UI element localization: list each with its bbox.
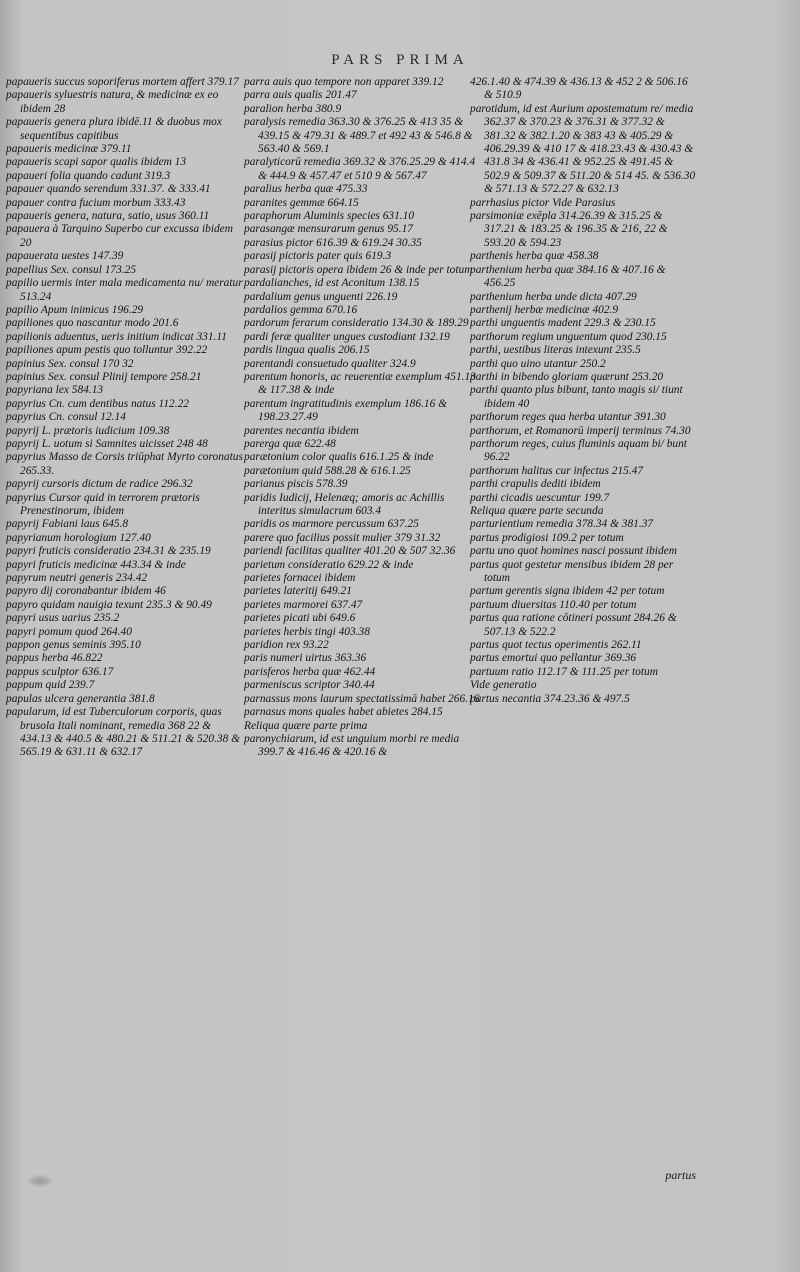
index-entry: Reliqua quære parte secunda — [470, 505, 604, 517]
index-entry: parturientium remedia 378.34 & 381.37 — [470, 518, 654, 531]
index-entry: parentum honoris, ac reuerentiæ exemplum 451.13 & 117.38 & inde — [244, 370, 476, 397]
index-entry: parthenium herba quæ 384.16 & 407.16 & 456.25 — [470, 263, 666, 290]
index-entry: papauera à Tarquino Superbo cur excussa ibidem 20 — [6, 223, 233, 249]
index-entry: pardalianches, id est Aconitum 138.15 — [244, 277, 420, 290]
index-entry: paris numeri uirtus 363.36 — [244, 652, 367, 665]
index-entry: papyri fruticis consideratio 234.31 & 235.19 — [6, 545, 211, 558]
index-entry: papyrius Masso de Corsis triūphat Myrto coronatus 265.33. — [6, 451, 243, 477]
index-entry: parthenium herba unde dicta 407.29 — [470, 290, 637, 303]
index-entry: parotidum, id est Aurium apostematum re/ media 362.37 & 370.23 & 376.31 & 377.32 & 381.32 & 382.1.20 & 383 43 & 405.29 & 406.29.39 & 410 17 & 418.23.43 & 430.43 & 431.8 34 & 436.41 & 952.25 & 491.45 & 502.9 & 509.37 & 511.20 & 514 45. & 536.30 & 571.13 & 572.27 & 632.13 — [470, 102, 696, 196]
index-entry: parnasus mons quales habet abietes 284.15 — [244, 706, 443, 719]
index-entry: papaueris genera, natura, satio, usus 360.11 — [6, 210, 210, 223]
index-entry: papyrij cursoris dictum de radice 296.32 — [6, 478, 193, 491]
index-entry: parietes lateritij 649.21 — [244, 585, 352, 598]
index-entry: partus quot tectus operimentis 262.11 — [470, 639, 642, 652]
index-entry: papyrum neutri generis 234.42 — [6, 572, 148, 585]
index-entry: partum gerentis signa ibidem 42 per totum — [470, 585, 665, 598]
index-entry: papaueris syluestris natura, & medicinæ ex eo ibidem 28 — [6, 89, 219, 115]
index-entry: pariendi facilitas qualiter 401.20 & 507 32.36 — [244, 545, 456, 558]
index-entry: parthi cicadis uescuntur 199.7 — [470, 491, 610, 504]
index-entry: paralysis remedia 363.30 & 376.25 & 413 35 & 439.15 & 479.31 & 489.7 et 492 43 & 546.8 & 563.40 & 569.1 — [244, 116, 473, 156]
index-entry: parthi, uestibus literas intexunt 235.5 — [470, 344, 641, 357]
index-entry: papellius Sex. consul 173.25 — [6, 263, 137, 276]
index-entry: papyriana lex 584.13 — [6, 384, 104, 397]
index-entry: papauer quando serendum 331.37. & 333.41 — [6, 183, 211, 196]
index-entry: pappon genus seminis 395.10 — [6, 639, 141, 652]
index-entry: papularum, id est Tuberculorum corporis, quas brusola Itali nominant, remedia 368 22 & 434.13 & 440.5 & 480.21 & 511.21 & 520.38 & 565.19 & 631.11 & 632.17 — [6, 706, 241, 759]
index-entry: Reliqua quære parte prima — [244, 719, 368, 732]
index-entry: papyrij L. uotum si Samnites uicisset 248 48 — [6, 437, 208, 450]
index-entry: parætonium color qualis 616.1.25 & inde — [244, 451, 434, 464]
index-entry: paronychiarum, id est unguium morbi re media 399.7 & 416.46 & 420.16 & — [244, 732, 460, 759]
index-entry: parra auis quo tempore non apparet 339.12 — [244, 76, 444, 88]
index-entry: parra auis qualis 201.47 — [244, 89, 357, 102]
index-entry: parthi unguentis madent 229.3 & 230.15 — [470, 317, 656, 330]
index-entry: pappus sculptor 636.17 — [6, 665, 114, 678]
index-entry: papinius Sex. consul 170 32 — [6, 357, 134, 370]
index-entry: parietes herbis tingi 403.38 — [244, 625, 370, 638]
index-column-middle — [244, 76, 482, 760]
index-entry: paranites gemmæ 664.15 — [244, 196, 359, 209]
ink-smudge — [26, 1174, 54, 1188]
index-entry: papaueri folia quando cadunt 319.3 — [6, 169, 171, 182]
index-entry: partuum ratio 112.17 & 111.25 per totum — [470, 665, 658, 678]
index-entry: papilionis aduentus, ueris initium indicat 331.11 — [6, 330, 227, 343]
index-entry: parasij pictoris pater quis 619.3 — [244, 250, 392, 263]
index-entry: papaueris genera plura ibidē.11 & duobus mox sequentibus capitibus — [6, 116, 222, 142]
index-entry: parerga quæ 622.48 — [244, 437, 336, 450]
index-entry: parthi in bibendo gloriam quærunt 253.20 — [470, 370, 664, 383]
index-entry: parmeniscus scriptor 340.44 — [244, 679, 375, 692]
index-entry: papilio Apum inimicus 196.29 — [6, 303, 144, 316]
index-entry: parthenij herbæ medicinæ 402.9 — [470, 303, 619, 316]
index-entry: parthorum reges, cuius fluminis aquam bi/ bunt 96.22 — [470, 437, 687, 464]
index-entry: parentandi consuetudo qualiter 324.9 — [244, 357, 416, 370]
index-entry: papyri pomum quod 264.40 — [6, 625, 132, 638]
index-entry: pardi feræ qualiter ungues custodiant 132.19 — [244, 330, 450, 343]
index-entry: parthi crapulis dediti ibidem — [470, 478, 601, 491]
index-entry: papyro quidam nauigia texunt 235.3 & 90.49 — [6, 598, 212, 611]
index-column-right — [470, 76, 696, 706]
index-entry: paralyticorū remedia 369.32 & 376.25.29 & 414.4 & 444.9 & 457.47 et 510 9 & 567.47 — [244, 156, 476, 182]
index-entry: papyrius Cn. cum dentibus natus 112.22 — [6, 397, 189, 410]
index-entry: pardalium genus unguenti 226.19 — [244, 290, 398, 303]
index-entry: papaueris succus soporiferus mortem affert 379.17 — [6, 76, 239, 88]
index-entry: partu uno quot homines nasci possunt ibidem — [470, 545, 677, 558]
index-entry: parietum consideratio 629.22 & inde — [244, 558, 414, 571]
index-entry: parsimoniæ exēpla 314.26.39 & 315.25 & 317.21 & 183.25 & 196.35 & 216, 22 & 593.20 & 594.23 — [470, 210, 668, 249]
index-entry: pardalios gemma 670.16 — [244, 303, 358, 316]
index-entry: papyro dij coronabantur ibidem 46 — [6, 585, 166, 598]
index-entry: papyrius Cursor quid in terrorem prætoris Prenestinorum, ibidem — [6, 491, 200, 517]
index-entry: partus emortui quo pellantur 369.36 — [470, 652, 637, 665]
index-entry: parentes necantia ibidem — [244, 424, 359, 437]
index-entry: pappus herba 46.822 — [6, 652, 103, 665]
index-entry: papyri fruticis medicinæ 443.34 & inde — [6, 558, 186, 571]
index-entry: parietes fornacei ibidem — [244, 572, 356, 585]
index-entry: paralion herba 380.9 — [244, 102, 342, 115]
index-entry: paridion rex 93.22 — [244, 639, 329, 652]
index-entry: parthorum reges qua herba utantur 391.30 — [470, 411, 666, 424]
index-entry: pappum quid 239.7 — [6, 679, 95, 692]
index-entry: parere quo facilius possit mulier 379 31.32 — [244, 531, 441, 544]
index-entry: parasangæ mensurarum genus 95.17 — [244, 223, 413, 236]
index-entry: parasius pictor 616.39 & 619.24 30.35 — [244, 236, 422, 249]
index-entry: parthi quanto plus bibunt, tanto magis si/ tiunt ibidem 40 — [470, 384, 683, 410]
index-entry: papilio uermis inter mala medicamenta nu/ meratur 513.24 — [6, 277, 243, 303]
index-entry: papyrianum horologium 127.40 — [6, 531, 151, 544]
index-entry: pardorum ferarum consideratio 134.30 & 189.29 — [244, 317, 469, 330]
index-entry: partuum diuersitas 110.40 per totum — [470, 598, 637, 611]
index-column-left — [6, 76, 244, 760]
index-entry: paralius herba quæ 475.33 — [244, 183, 368, 196]
index-entry: papiliones quo nascantur modo 201.6 — [6, 317, 179, 330]
index-entry: 426.1.40 & 474.39 & 436.13 & 452 2 & 506.16 & 510.9 — [470, 76, 688, 102]
index-entry: partus necantia 374.23.36 & 497.5 — [470, 692, 630, 705]
index-entry: paridis os marmore percussum 637.25 — [244, 518, 419, 531]
index-entry: paraphorum Aluminis species 631.10 — [244, 210, 415, 223]
index-entry: papauerata uestes 147.39 — [6, 250, 124, 263]
index-entry: partus qua ratione cōtineri possunt 284.26 & 507.13 & 522.2 — [470, 612, 677, 638]
index-entry: papaueris medicinæ 379.11 — [6, 143, 132, 156]
index-entry: papyrius Cn. consul 12.14 — [6, 411, 126, 424]
index-entry: papinius Sex. consul Plinij tempore 258.21 — [6, 370, 202, 383]
catchword: partus — [665, 1168, 696, 1182]
index-entry: parasij pictoris opera ibidem 26 & inde per totum — [244, 263, 473, 276]
index-entry: parisferos herba quæ 462.44 — [244, 665, 376, 678]
index-entry: paridis Iudicij, Helenæq; amoris ac Achillis interitus simulacrum 603.4 — [244, 491, 445, 517]
index-entry: parietes picati ubi 649.6 — [244, 612, 356, 625]
index-entry: papyrij Fabiani laus 645.8 — [6, 518, 129, 531]
index-entry: parthi quo uino utantur 250.2 — [470, 357, 606, 370]
running-head: PARS PRIMA — [331, 52, 469, 68]
index-entry: papulas ulcera generantia 381.8 — [6, 692, 155, 705]
index-entry: papyri usus uarius 235.2 — [6, 612, 120, 625]
index-entry: papiliones apum pestis quo tolluntur 392.22 — [6, 344, 208, 357]
index-entry: parnassus mons laurum spectatissimā habet 266.16 — [244, 692, 480, 705]
index-entry: parietes marmorei 637.47 — [244, 598, 363, 611]
index-entry: parrhasius pictor Vide Parasius — [470, 196, 616, 209]
index-entry: parthorum, et Romanorū imperij terminus 74.30 — [470, 424, 691, 437]
index-entry: parthorum halitus cur infectus 215.47 — [470, 464, 644, 477]
index-entry: Vide generatio — [470, 679, 537, 692]
index-entry: parætonium quid 588.28 & 616.1.25 — [244, 464, 411, 477]
index-entry: papyrij L. prætoris iudicium 109.38 — [6, 424, 170, 437]
index-entry: partus quot gestetur mensibus ibidem 28 per totum — [470, 558, 674, 585]
index-entry: partus prodigiosi 109.2 per totum — [470, 531, 624, 544]
index-entry: pardis lingua qualis 206.15 — [244, 344, 370, 357]
index-entry: parthorum regium unguentum quod 230.15 — [470, 330, 667, 343]
index-entry: parthenis herba quæ 458.38 — [470, 250, 599, 263]
index-entry: papauer contra fucium morbum 333.43 — [6, 196, 186, 209]
index-entry: parentum ingratitudinis exemplum 186.16 & 198.23.27.49 — [244, 397, 448, 424]
index-entry: parianus piscis 578.39 — [244, 478, 348, 491]
index-entry: papaueris scapi sapor qualis ibidem 13 — [6, 156, 187, 169]
